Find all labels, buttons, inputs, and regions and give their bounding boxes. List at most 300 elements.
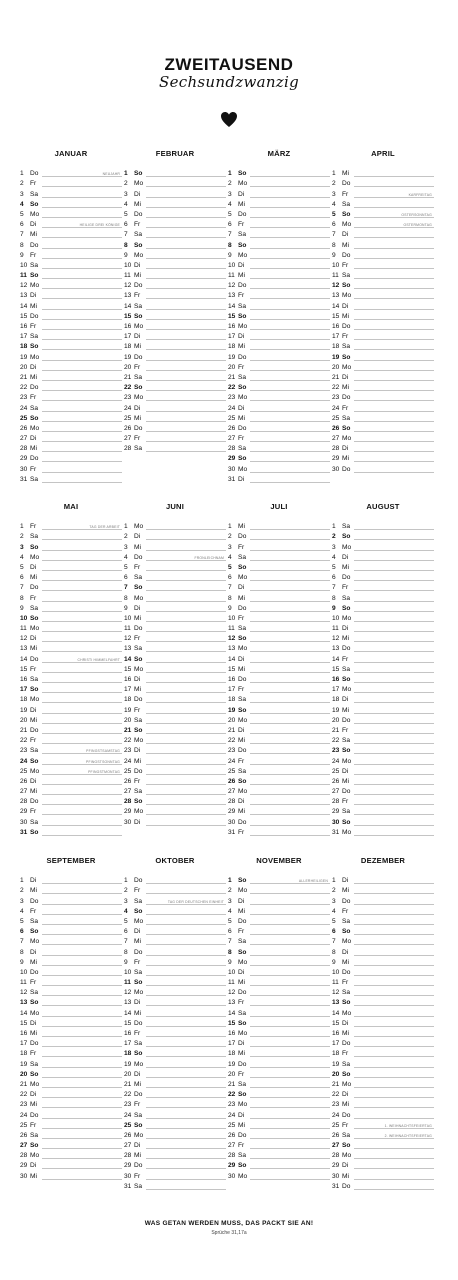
day-row[interactable]	[228, 735, 330, 745]
day-row[interactable]	[332, 613, 434, 623]
day-row[interactable]	[124, 786, 226, 796]
writing-line[interactable]	[354, 641, 434, 642]
day-row[interactable]	[228, 613, 330, 623]
writing-line[interactable]	[250, 421, 330, 422]
day-row[interactable]	[124, 885, 226, 895]
writing-line[interactable]	[354, 309, 434, 310]
day-row[interactable]	[20, 1079, 122, 1089]
day-row[interactable]	[124, 664, 226, 674]
writing-line[interactable]	[250, 621, 330, 622]
day-row[interactable]	[332, 168, 434, 178]
day-row[interactable]	[228, 1150, 330, 1160]
writing-line[interactable]	[354, 662, 434, 663]
day-row[interactable]	[228, 402, 330, 412]
day-row[interactable]	[228, 413, 330, 423]
writing-line[interactable]	[354, 893, 434, 894]
writing-line[interactable]	[146, 672, 226, 673]
day-row[interactable]	[332, 209, 434, 219]
day-row[interactable]	[228, 816, 330, 826]
writing-line[interactable]	[42, 641, 122, 642]
writing-line[interactable]	[42, 985, 122, 986]
writing-line[interactable]	[146, 924, 226, 925]
day-row[interactable]	[124, 704, 226, 714]
day-row[interactable]	[332, 1089, 434, 1099]
day-row[interactable]	[228, 474, 330, 484]
day-row[interactable]	[332, 704, 434, 714]
day-row[interactable]	[228, 643, 330, 653]
writing-line[interactable]	[354, 1046, 434, 1047]
writing-line[interactable]	[250, 309, 330, 310]
writing-line[interactable]	[354, 268, 434, 269]
writing-line[interactable]	[250, 400, 330, 401]
writing-line[interactable]	[354, 360, 434, 361]
writing-line[interactable]	[354, 804, 434, 805]
day-row[interactable]	[228, 1048, 330, 1058]
day-row[interactable]	[124, 1140, 226, 1150]
day-row[interactable]	[20, 239, 122, 249]
day-row[interactable]	[124, 178, 226, 188]
day-row[interactable]	[20, 423, 122, 433]
writing-line[interactable]	[354, 631, 434, 632]
day-row[interactable]	[228, 946, 330, 956]
day-row[interactable]	[124, 582, 226, 592]
day-row[interactable]	[124, 168, 226, 178]
writing-line[interactable]	[250, 1016, 330, 1017]
writing-line[interactable]	[354, 1036, 434, 1037]
writing-line[interactable]	[354, 400, 434, 401]
day-row[interactable]	[332, 582, 434, 592]
writing-line[interactable]	[42, 441, 122, 442]
writing-line[interactable]	[250, 1036, 330, 1037]
day-row[interactable]	[332, 463, 434, 473]
day-row[interactable]	[228, 664, 330, 674]
writing-line[interactable]	[354, 539, 434, 540]
writing-line[interactable]	[250, 237, 330, 238]
day-row[interactable]	[124, 916, 226, 926]
day-row[interactable]	[228, 997, 330, 1007]
day-row[interactable]	[332, 806, 434, 816]
writing-line[interactable]	[250, 1005, 330, 1006]
writing-line[interactable]	[146, 975, 226, 976]
day-row[interactable]	[124, 321, 226, 331]
day-row[interactable]	[20, 219, 122, 229]
day-row[interactable]	[20, 188, 122, 198]
writing-line[interactable]	[42, 1148, 122, 1149]
writing-line[interactable]	[354, 965, 434, 966]
day-row[interactable]	[228, 1079, 330, 1089]
day-row[interactable]	[332, 178, 434, 188]
writing-line[interactable]	[42, 248, 122, 249]
day-row[interactable]	[228, 372, 330, 382]
day-row[interactable]	[20, 592, 122, 602]
writing-line[interactable]	[354, 702, 434, 703]
writing-line[interactable]	[146, 1128, 226, 1129]
writing-line[interactable]	[354, 227, 434, 228]
day-row[interactable]	[20, 280, 122, 290]
day-row[interactable]	[228, 786, 330, 796]
day-row[interactable]	[228, 1120, 330, 1130]
writing-line[interactable]	[250, 1026, 330, 1027]
writing-line[interactable]	[42, 1179, 122, 1180]
writing-line[interactable]	[146, 1087, 226, 1088]
day-row[interactable]	[228, 623, 330, 633]
day-row[interactable]	[20, 997, 122, 1007]
writing-line[interactable]	[42, 651, 122, 652]
writing-line[interactable]	[42, 237, 122, 238]
day-row[interactable]	[332, 1038, 434, 1048]
writing-line[interactable]	[146, 764, 226, 765]
day-row[interactable]	[20, 875, 122, 885]
writing-line[interactable]	[42, 288, 122, 289]
writing-line[interactable]	[42, 1056, 122, 1057]
day-row[interactable]	[20, 382, 122, 392]
day-row[interactable]	[228, 531, 330, 541]
day-row[interactable]	[124, 199, 226, 209]
writing-line[interactable]	[250, 360, 330, 361]
writing-line[interactable]	[146, 441, 226, 442]
writing-line[interactable]	[354, 1168, 434, 1169]
day-row[interactable]	[20, 674, 122, 684]
writing-line[interactable]	[42, 570, 122, 571]
writing-line[interactable]	[146, 641, 226, 642]
day-row[interactable]	[124, 1109, 226, 1119]
writing-line[interactable]	[250, 753, 330, 754]
day-row[interactable]	[228, 1130, 330, 1140]
writing-line[interactable]	[42, 995, 122, 996]
day-row[interactable]	[332, 957, 434, 967]
day-row[interactable]	[20, 443, 122, 453]
writing-line[interactable]	[250, 955, 330, 956]
day-row[interactable]	[228, 423, 330, 433]
day-row[interactable]	[20, 531, 122, 541]
writing-line[interactable]	[42, 1077, 122, 1078]
writing-line[interactable]	[42, 1168, 122, 1169]
day-row[interactable]	[332, 1150, 434, 1160]
writing-line[interactable]	[146, 1179, 226, 1180]
day-row[interactable]	[332, 239, 434, 249]
day-row[interactable]	[20, 806, 122, 816]
writing-line[interactable]	[42, 411, 122, 412]
writing-line[interactable]	[146, 550, 226, 551]
writing-line[interactable]	[250, 298, 330, 299]
day-row[interactable]	[20, 936, 122, 946]
writing-line[interactable]	[354, 451, 434, 452]
day-row[interactable]	[332, 936, 434, 946]
day-row[interactable]	[332, 362, 434, 372]
day-row[interactable]	[228, 906, 330, 916]
day-row[interactable]	[332, 776, 434, 786]
writing-line[interactable]	[354, 825, 434, 826]
writing-line[interactable]	[354, 472, 434, 473]
writing-line[interactable]	[146, 360, 226, 361]
day-row[interactable]	[228, 895, 330, 905]
day-row[interactable]	[20, 796, 122, 806]
day-row[interactable]	[332, 1018, 434, 1028]
day-row[interactable]	[228, 916, 330, 926]
writing-line[interactable]	[250, 944, 330, 945]
writing-line[interactable]	[146, 329, 226, 330]
writing-line[interactable]	[354, 258, 434, 259]
day-row[interactable]	[20, 168, 122, 178]
day-row[interactable]	[124, 653, 226, 663]
writing-line[interactable]	[146, 753, 226, 754]
writing-line[interactable]	[354, 176, 434, 177]
writing-line[interactable]	[250, 550, 330, 551]
writing-line[interactable]	[250, 794, 330, 795]
day-row[interactable]	[332, 906, 434, 916]
writing-line[interactable]	[146, 944, 226, 945]
day-row[interactable]	[332, 188, 434, 198]
day-row[interactable]	[20, 1120, 122, 1130]
writing-line[interactable]	[146, 784, 226, 785]
writing-line[interactable]	[42, 814, 122, 815]
writing-line[interactable]	[42, 825, 122, 826]
day-row[interactable]	[332, 402, 434, 412]
writing-line[interactable]	[146, 309, 226, 310]
writing-line[interactable]	[42, 662, 122, 663]
writing-line[interactable]	[354, 421, 434, 422]
day-row[interactable]	[124, 1018, 226, 1028]
day-row[interactable]	[20, 300, 122, 310]
day-row[interactable]	[228, 755, 330, 765]
writing-line[interactable]	[354, 1118, 434, 1119]
day-row[interactable]	[332, 603, 434, 613]
day-row[interactable]	[124, 623, 226, 633]
day-row[interactable]	[228, 1109, 330, 1119]
day-row[interactable]	[332, 1130, 434, 1140]
writing-line[interactable]	[250, 651, 330, 652]
day-row[interactable]	[20, 433, 122, 443]
day-row[interactable]	[332, 916, 434, 926]
writing-line[interactable]	[250, 804, 330, 805]
day-row[interactable]	[228, 977, 330, 987]
day-row[interactable]	[332, 433, 434, 443]
day-row[interactable]	[332, 987, 434, 997]
writing-line[interactable]	[354, 461, 434, 462]
day-row[interactable]	[332, 653, 434, 663]
writing-line[interactable]	[42, 349, 122, 350]
writing-line[interactable]	[250, 1138, 330, 1139]
day-row[interactable]	[20, 1160, 122, 1170]
day-row[interactable]	[124, 816, 226, 826]
day-row[interactable]	[332, 1170, 434, 1180]
day-row[interactable]	[124, 372, 226, 382]
day-row[interactable]	[20, 209, 122, 219]
day-row[interactable]	[20, 664, 122, 674]
day-row[interactable]	[124, 967, 226, 977]
writing-line[interactable]	[42, 207, 122, 208]
writing-line[interactable]	[146, 390, 226, 391]
day-row[interactable]	[124, 290, 226, 300]
day-row[interactable]	[228, 796, 330, 806]
day-row[interactable]	[332, 562, 434, 572]
day-row[interactable]	[124, 977, 226, 987]
day-row[interactable]	[124, 392, 226, 402]
writing-line[interactable]	[354, 743, 434, 744]
writing-line[interactable]	[250, 713, 330, 714]
writing-line[interactable]	[250, 339, 330, 340]
writing-line[interactable]	[250, 692, 330, 693]
day-row[interactable]	[228, 311, 330, 321]
writing-line[interactable]	[250, 702, 330, 703]
day-row[interactable]	[228, 766, 330, 776]
writing-line[interactable]	[250, 611, 330, 612]
writing-line[interactable]	[354, 370, 434, 371]
day-row[interactable]	[20, 725, 122, 735]
day-row[interactable]	[228, 250, 330, 260]
writing-line[interactable]	[42, 380, 122, 381]
day-row[interactable]	[124, 1048, 226, 1058]
writing-line[interactable]	[354, 237, 434, 238]
writing-line[interactable]	[42, 975, 122, 976]
writing-line[interactable]	[146, 400, 226, 401]
day-row[interactable]	[20, 362, 122, 372]
writing-line[interactable]	[354, 580, 434, 581]
day-row[interactable]	[20, 311, 122, 321]
writing-line[interactable]	[354, 197, 434, 198]
writing-line[interactable]	[42, 893, 122, 894]
writing-line[interactable]	[42, 278, 122, 279]
writing-line[interactable]	[146, 451, 226, 452]
writing-line[interactable]	[250, 631, 330, 632]
writing-line[interactable]	[354, 390, 434, 391]
day-row[interactable]	[228, 875, 330, 885]
writing-line[interactable]	[354, 570, 434, 571]
writing-line[interactable]	[42, 1067, 122, 1068]
day-row[interactable]	[332, 1079, 434, 1089]
writing-line[interactable]	[42, 560, 122, 561]
day-row[interactable]	[124, 725, 226, 735]
day-row[interactable]	[124, 745, 226, 755]
day-row[interactable]	[228, 178, 330, 188]
writing-line[interactable]	[354, 1158, 434, 1159]
day-row[interactable]	[228, 776, 330, 786]
writing-line[interactable]	[146, 278, 226, 279]
day-row[interactable]	[124, 1028, 226, 1038]
day-row[interactable]	[124, 382, 226, 392]
writing-line[interactable]	[250, 580, 330, 581]
day-row[interactable]	[20, 1150, 122, 1160]
writing-line[interactable]	[146, 794, 226, 795]
day-row[interactable]	[332, 1140, 434, 1150]
day-row[interactable]	[20, 270, 122, 280]
day-row[interactable]	[228, 300, 330, 310]
writing-line[interactable]	[146, 883, 226, 884]
writing-line[interactable]	[250, 461, 330, 462]
day-row[interactable]	[124, 280, 226, 290]
writing-line[interactable]	[354, 380, 434, 381]
writing-line[interactable]	[250, 451, 330, 452]
writing-line[interactable]	[146, 1138, 226, 1139]
day-row[interactable]	[228, 603, 330, 613]
day-row[interactable]	[124, 1079, 226, 1089]
writing-line[interactable]	[42, 692, 122, 693]
writing-line[interactable]	[146, 904, 226, 905]
writing-line[interactable]	[146, 611, 226, 612]
day-row[interactable]	[20, 895, 122, 905]
writing-line[interactable]	[146, 985, 226, 986]
writing-line[interactable]	[250, 288, 330, 289]
writing-line[interactable]	[354, 995, 434, 996]
day-row[interactable]	[20, 541, 122, 551]
day-row[interactable]	[332, 796, 434, 806]
writing-line[interactable]	[42, 580, 122, 581]
day-row[interactable]	[124, 1058, 226, 1068]
day-row[interactable]	[228, 331, 330, 341]
writing-line[interactable]	[250, 672, 330, 673]
writing-line[interactable]	[250, 965, 330, 966]
writing-line[interactable]	[146, 1168, 226, 1169]
day-row[interactable]	[332, 521, 434, 531]
day-row[interactable]	[124, 957, 226, 967]
writing-line[interactable]	[42, 743, 122, 744]
writing-line[interactable]	[354, 288, 434, 289]
writing-line[interactable]	[146, 1056, 226, 1057]
writing-line[interactable]	[250, 529, 330, 530]
day-row[interactable]	[228, 209, 330, 219]
day-row[interactable]	[20, 633, 122, 643]
day-row[interactable]	[20, 1109, 122, 1119]
writing-line[interactable]	[146, 713, 226, 714]
day-row[interactable]	[228, 562, 330, 572]
day-row[interactable]	[228, 541, 330, 551]
day-row[interactable]	[124, 1150, 226, 1160]
day-row[interactable]	[124, 694, 226, 704]
day-row[interactable]	[332, 392, 434, 402]
day-row[interactable]	[228, 1069, 330, 1079]
day-row[interactable]	[20, 786, 122, 796]
writing-line[interactable]	[250, 723, 330, 724]
writing-line[interactable]	[146, 207, 226, 208]
day-row[interactable]	[228, 674, 330, 684]
writing-line[interactable]	[250, 319, 330, 320]
writing-line[interactable]	[250, 217, 330, 218]
writing-line[interactable]	[354, 1189, 434, 1190]
writing-line[interactable]	[146, 380, 226, 381]
day-row[interactable]	[20, 916, 122, 926]
day-row[interactable]	[20, 351, 122, 361]
writing-line[interactable]	[250, 539, 330, 540]
day-row[interactable]	[332, 351, 434, 361]
writing-line[interactable]	[42, 1107, 122, 1108]
day-row[interactable]	[20, 521, 122, 531]
day-row[interactable]	[332, 633, 434, 643]
day-row[interactable]	[20, 776, 122, 786]
writing-line[interactable]	[354, 934, 434, 935]
day-row[interactable]	[228, 936, 330, 946]
writing-line[interactable]	[354, 914, 434, 915]
writing-line[interactable]	[42, 539, 122, 540]
writing-line[interactable]	[354, 1107, 434, 1108]
writing-line[interactable]	[42, 794, 122, 795]
writing-line[interactable]	[42, 914, 122, 915]
writing-line[interactable]	[42, 461, 122, 462]
day-row[interactable]	[20, 643, 122, 653]
day-row[interactable]	[332, 260, 434, 270]
day-row[interactable]	[20, 684, 122, 694]
day-row[interactable]	[228, 463, 330, 473]
writing-line[interactable]	[146, 733, 226, 734]
day-row[interactable]	[124, 209, 226, 219]
day-row[interactable]	[124, 806, 226, 816]
day-row[interactable]	[20, 331, 122, 341]
writing-line[interactable]	[42, 1138, 122, 1139]
writing-line[interactable]	[250, 268, 330, 269]
writing-line[interactable]	[42, 1087, 122, 1088]
writing-line[interactable]	[354, 1067, 434, 1068]
writing-line[interactable]	[250, 329, 330, 330]
writing-line[interactable]	[42, 431, 122, 432]
